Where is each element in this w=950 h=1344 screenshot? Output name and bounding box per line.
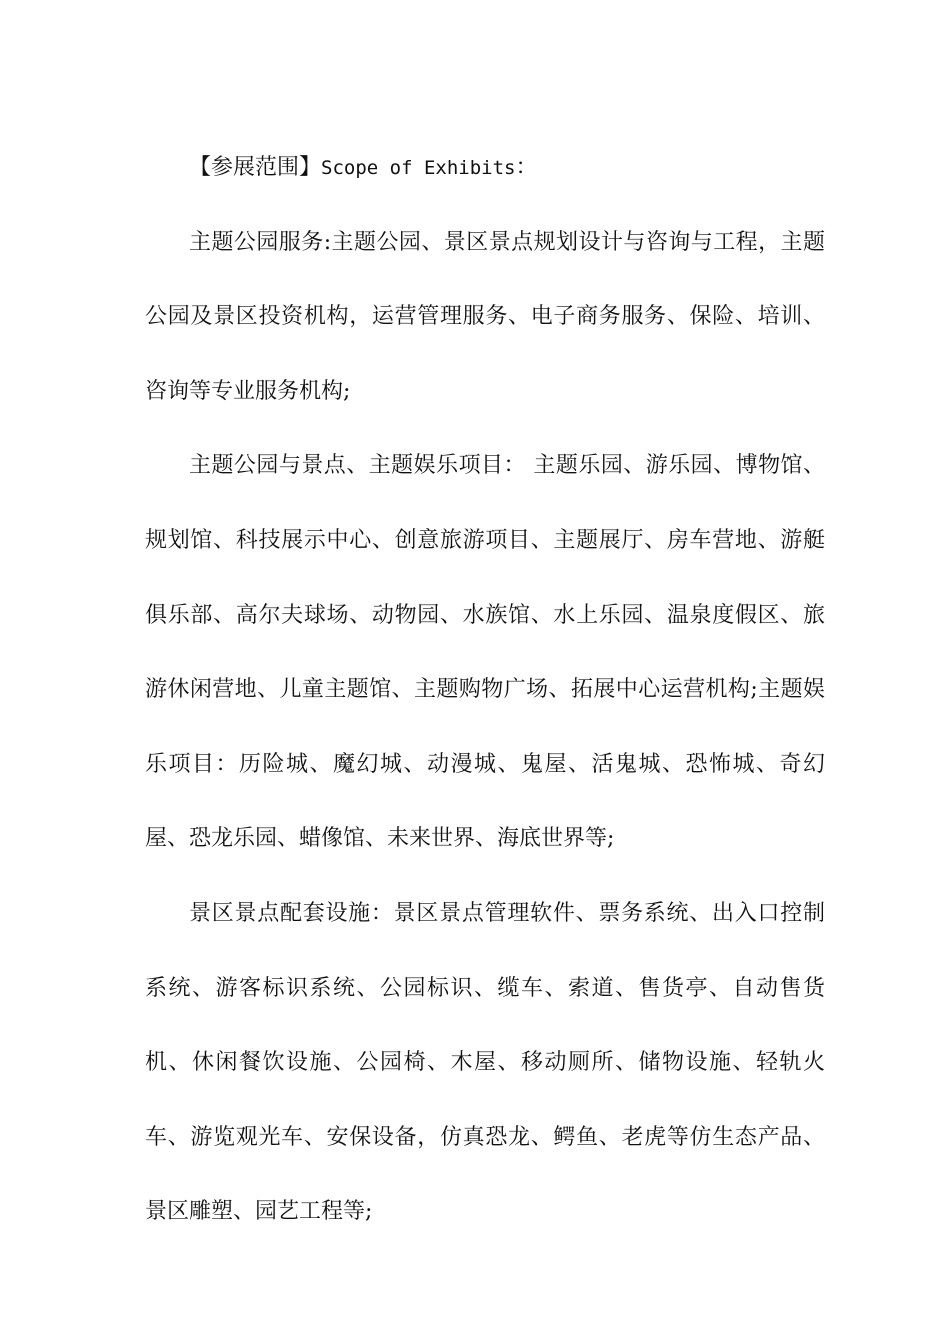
document-body xyxy=(145,131,825,1250)
paragraph-theme-parks-attractions: 主题公园与景点、主题娱乐项目： 主题乐园、游乐园、博物馆、规划馆、科技展示中心、创意旅游项目、主题展厅、房车营地、游艇俱乐部、高尔夫球场、动物园、水族馆、水上乐园、温泉度假区、旅游休闲营地、儿童主题馆、主题购物广场、拓展中心运营机构;主题娱乐项目：历险城、魔幻城、动漫城、鬼屋、活鬼城、恐怖城、奇幻屋、恐龙乐园、蜡像馆、未来世界、海底世界等; xyxy=(145,453,825,852)
paragraph-theme-park-services: 主题公园服务:主题公园、景区景点规划设计与咨询与工程，主题公园及景区投资机构，运营管理服务、电子商务服务、保险、培训、咨询等专业服务机构; xyxy=(145,229,825,404)
scope-heading-label: 【参展范围】 xyxy=(189,155,322,180)
paragraph-supporting-facilities: 景区景点配套设施：景区景点管理软件、票务系统、出入口控制系统、游客标识系统、公园标识、缆车、索道、售货亭、自动售货机、休闲餐饮设施、公园椅、木屋、移动厕所、储物设施、轻轨火车、游览观光车、安保设备，仿真恐龙、鳄鱼、老虎等仿生态产品、景区雕塑、园艺工程等; xyxy=(145,900,825,1225)
scope-heading-english: Scope of Exhibits xyxy=(321,157,516,179)
scope-heading-colon: ： xyxy=(515,155,538,180)
scope-heading xyxy=(145,131,825,206)
